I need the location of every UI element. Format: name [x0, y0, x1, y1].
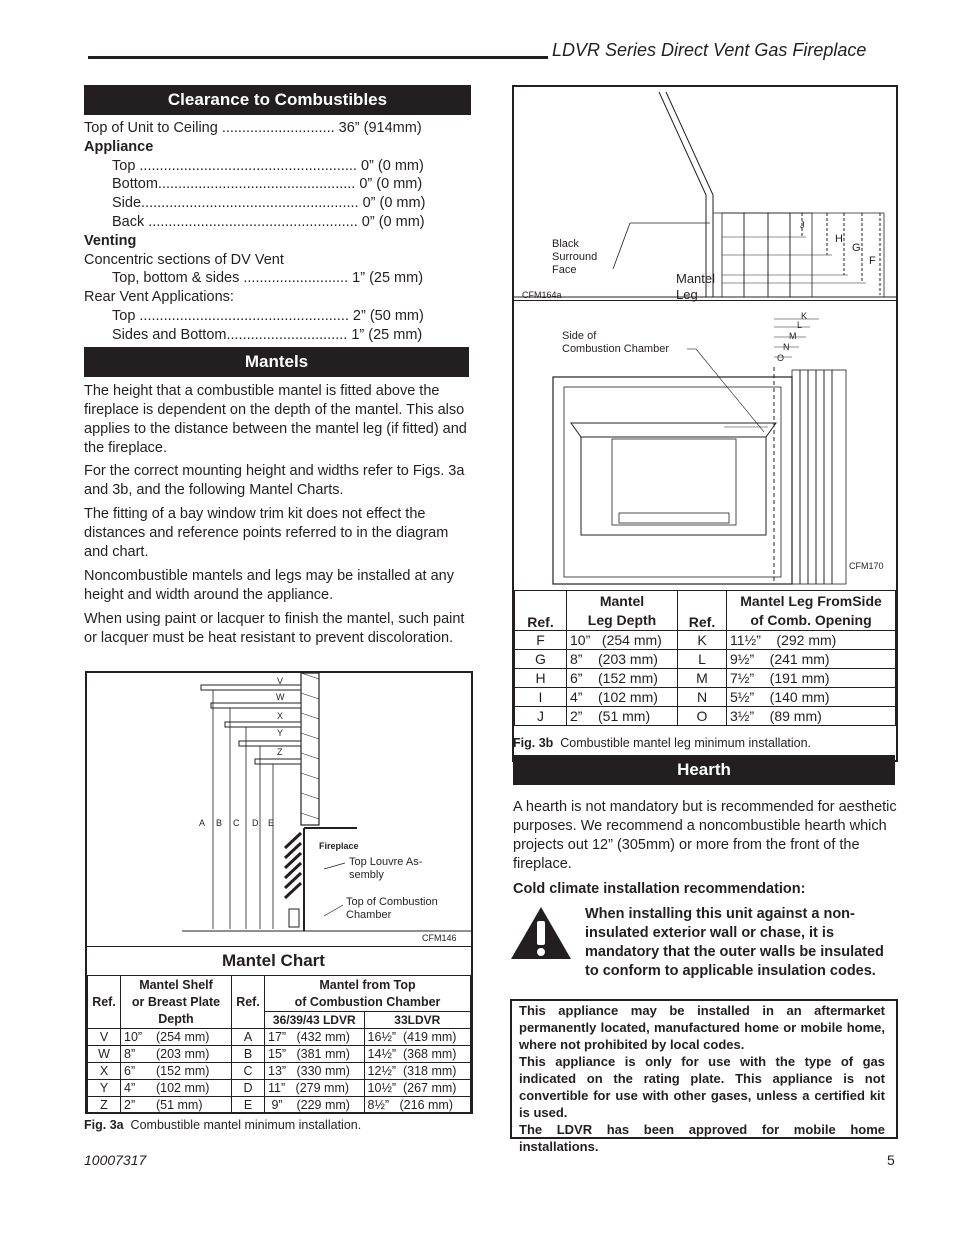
leg-header-ref2: Ref.	[678, 591, 727, 631]
mantel-chart-cell-ref: W	[88, 1046, 121, 1063]
clearance-line: Top of Unit to Ceiling ............................ 36” (914mm)	[84, 120, 422, 136]
fig3a-code: CFM146	[422, 933, 457, 943]
chart-subheader-2: 33LDVR	[364, 1012, 470, 1029]
clearance-heading: Clearance to Combustibles	[84, 85, 471, 115]
fig3b-label-n: N	[783, 342, 790, 352]
mantel-chart-table	[87, 975, 471, 1114]
fig3b-label-k: K	[801, 311, 808, 321]
mantel-chart-row	[88, 1029, 471, 1046]
cold-climate-heading: Cold climate installation recommendation:	[513, 881, 806, 897]
chart-subheader-1: 36/39/43 LDVR	[265, 1012, 365, 1029]
clearance-line: Bottom................................................. 0” (0 mm)	[112, 176, 423, 193]
clearance-line: Venting	[84, 232, 137, 249]
chart-header-ref: Ref.	[88, 976, 121, 1029]
cold-climate-warning: When installing this unit against a non-insulated exterior wall or chase, it is mandatory that the outer walls be insulated to conform to applicable insulation codes.	[585, 906, 884, 979]
fig3a-label-d: D	[252, 818, 259, 828]
doc-number: 10007317	[84, 1152, 147, 1168]
fig3b-caption-text: Combustible mantel leg minimum installation.	[560, 736, 812, 750]
mantel-chart-cell-ref2: E	[232, 1097, 265, 1114]
chart-header-ref2: Ref.	[232, 976, 265, 1029]
fig3a-divider	[87, 946, 471, 947]
notice-text	[519, 1002, 885, 1155]
notice-approved: The LDVR has been approved for mobile home installations.	[519, 1122, 885, 1154]
fig3b-code-1: CFM164a	[522, 290, 562, 300]
fig3a-label-b: B	[216, 818, 223, 828]
fig3a-label-y: Y	[277, 728, 284, 738]
chart-header-shelf: Mantel Shelf or Breast Plate Depth	[121, 976, 232, 1029]
warning-triangle-icon	[509, 905, 573, 961]
mantel-leg-cell-ref: G	[515, 650, 567, 669]
fig3a-label-e: E	[268, 818, 275, 828]
mantel-chart-cell-v1: 15” (381 mm)	[265, 1046, 365, 1063]
mantel-chart-cell-v1: 9” (229 mm)	[265, 1097, 365, 1114]
mantel-chart-cell-v2: 14½” (368 mm)	[364, 1046, 470, 1063]
mantel-chart-cell-v1: 13” (330 mm)	[265, 1063, 365, 1080]
fig3a-label-fireplace: Fireplace	[319, 841, 359, 851]
mantels-paragraph-1: The height that a combustible mantel is fitted above the fireplace is dependent on the depth of the mantel. This also applies to the distance between the mantel leg (if fitted) and the fireplace.	[84, 383, 467, 456]
mantel-leg-cell-ref2: K	[678, 631, 727, 650]
fig3b-caption	[513, 736, 811, 750]
mantel-leg-cell-side: 9½” (241 mm)	[727, 650, 896, 669]
hearth-heading: Hearth	[513, 755, 895, 785]
clearance-line: Top, bottom & sides .......................... 1” (25 mm)	[112, 270, 424, 287]
mantel-chart-row	[88, 1097, 471, 1114]
fig3a-label-louvre: Top Louvre As- sembly	[349, 856, 423, 881]
mantel-leg-cell-ref2: O	[678, 707, 727, 726]
mantel-chart-cell-depth: 2” (51 mm)	[121, 1097, 232, 1114]
fig3b-label-h: H	[835, 233, 843, 245]
notice-mobile-home: This appliance may be installed in an aftermarket permanently located, manufactured home or mobile home, where not prohibited by local codes.	[519, 1003, 885, 1052]
fig3b-label-f: F	[869, 255, 876, 267]
mantel-leg-cell-ref: J	[515, 707, 567, 726]
fig3a-caption-text: Combustible mantel minimum installation.	[130, 1118, 362, 1132]
mantels-heading: Mantels	[84, 347, 469, 377]
mantel-leg-cell-depth: 2” (51 mm)	[567, 707, 678, 726]
mantel-chart-row	[88, 1046, 471, 1063]
mantel-chart-cell-ref2: D	[232, 1080, 265, 1097]
mantel-chart-cell-ref: Z	[88, 1097, 121, 1114]
mantel-chart-cell-ref: X	[88, 1063, 121, 1080]
mantel-chart-cell-v1: 11” (279 mm)	[265, 1080, 365, 1097]
mantel-leg-cell-depth: 10” (254 mm)	[567, 631, 678, 650]
leg-header-side: Mantel Leg FromSide of Comb. Opening	[727, 591, 896, 631]
mantel-chart-title: Mantel Chart	[222, 951, 325, 970]
hearth-paragraph: A hearth is not mandatory but is recommended for aesthetic purposes. We recommend a noncombustible hearth which projects out 12” (305mm) or more from the front of the fireplace.	[513, 799, 897, 872]
fig3a-label-w: W	[276, 692, 285, 702]
clearance-line: Appliance	[84, 138, 154, 155]
header-rule	[88, 56, 548, 59]
mantel-chart-cell-depth: 6” (152 mm)	[121, 1063, 232, 1080]
mantel-leg-cell-side: 11½” (292 mm)	[727, 631, 896, 650]
mantel-chart-cell-v2: 10½” (267 mm)	[364, 1080, 470, 1097]
mantel-leg-cell-side: 3½” (89 mm)	[727, 707, 896, 726]
clearance-line: Concentric sections of DV Vent	[84, 251, 284, 268]
mantel-leg-row	[515, 650, 896, 669]
fig3b-label-j: J	[800, 220, 805, 230]
clearance-line: Back .................................................... 0” (0 mm)	[112, 214, 425, 230]
mantels-paragraph-4: Noncombustible mantels and legs may be installed at any height and width around the appliance.	[84, 568, 454, 603]
clearance-line: Top ...................................................... 0” (0 mm)	[112, 157, 424, 174]
page-title: LDVR Series Direct Vent Gas Fireplace	[552, 40, 867, 60]
mantel-chart-cell-ref: V	[88, 1029, 121, 1046]
clearance-line: Sides and Bottom.............................. 1” (25 mm)	[112, 326, 423, 343]
fig3b-code-2: CFM170	[849, 561, 884, 571]
mantel-chart-cell-v2: 16½” (419 mm)	[364, 1029, 470, 1046]
notice-gas-type: This appliance is only for use with the type of gas indicated on the rating plate. This appliance is not convertible for use with other gases, unless a certified kit is used.	[519, 1054, 885, 1120]
mantels-paragraph-2: For the correct mounting height and widths refer to Figs. 3a and 3b, and the following Mantel Charts.	[84, 463, 465, 498]
mantel-chart-row	[88, 1063, 471, 1080]
mantel-chart-cell-v2: 12½” (318 mm)	[364, 1063, 470, 1080]
mantel-chart-cell-depth: 4” (102 mm)	[121, 1080, 232, 1097]
mantel-leg-cell-ref2: N	[678, 688, 727, 707]
mantel-chart-row	[88, 1080, 471, 1097]
fig3b-label-side: Side of Combustion Chamber	[562, 330, 669, 355]
fig3a-label-v: V	[277, 676, 284, 686]
mantels-paragraph-5: When using paint or lacquer to finish the mantel, such paint or lacquer must be heat resistant to prevent discoloration.	[84, 611, 465, 646]
fig3b-label-black-surround: Black Surround Face	[552, 238, 598, 276]
mantel-chart-cell-ref2: A	[232, 1029, 265, 1046]
clearance-line: Rear Vent Applications:	[84, 289, 234, 306]
mantel-chart-cell-ref: Y	[88, 1080, 121, 1097]
mantel-leg-table	[514, 590, 896, 726]
mantel-leg-row	[515, 669, 896, 688]
mantel-leg-cell-depth: 4” (102 mm)	[567, 688, 678, 707]
mantel-leg-cell-ref2: M	[678, 669, 727, 688]
mantel-leg-row	[515, 707, 896, 726]
page-number: 5	[887, 1152, 895, 1168]
mantel-leg-row	[515, 631, 896, 650]
mantels-paragraph-3: The fitting of a bay window trim kit does not effect the distances and reference points referred to in the diagram and chart.	[84, 506, 449, 560]
mantel-chart-cell-ref2: C	[232, 1063, 265, 1080]
mantel-chart-cell-v1: 17” (432 mm)	[265, 1029, 365, 1046]
mantel-leg-cell-depth: 8” (203 mm)	[567, 650, 678, 669]
mantel-leg-cell-ref: F	[515, 631, 567, 650]
mantel-chart-cell-v2: 8½” (216 mm)	[364, 1097, 470, 1114]
leg-header-ref: Ref.	[515, 591, 567, 631]
fig3b-label-l: L	[797, 320, 803, 330]
fig3a-label-c: C	[233, 818, 240, 828]
mantel-leg-cell-side: 5½” (140 mm)	[727, 688, 896, 707]
fig3a-caption-label: Fig. 3a	[84, 1118, 124, 1132]
mantel-leg-row	[515, 688, 896, 707]
mantel-leg-cell-ref: H	[515, 669, 567, 688]
fig3b-label-m: M	[789, 331, 797, 341]
fig3a-label-a: A	[199, 818, 206, 828]
fig3b-label-g: G	[852, 242, 861, 254]
mantel-chart-cell-depth: 8” (203 mm)	[121, 1046, 232, 1063]
fig3b-caption-label: Fig. 3b	[513, 736, 554, 750]
mantel-chart-cell-ref2: B	[232, 1046, 265, 1063]
chart-header-top: Mantel from Top of Combustion Chamber	[265, 976, 471, 1012]
clearance-line: Side...................................................... 0” (0 mm)	[112, 195, 426, 212]
fig3a-label-combustion: Top of Combustion Chamber	[346, 896, 438, 921]
fig3a-label-x: X	[277, 711, 284, 721]
mantel-leg-cell-depth: 6” (152 mm)	[567, 669, 678, 688]
fig3b-label-o: O	[777, 353, 785, 363]
mantel-leg-cell-ref2: L	[678, 650, 727, 669]
fig3a-caption	[84, 1118, 361, 1132]
mantel-leg-cell-side: 7½” (191 mm)	[727, 669, 896, 688]
fig3b-label-mantel-leg: Mantel Leg	[676, 271, 716, 302]
leg-header-depth: Mantel Leg Depth	[567, 591, 678, 631]
fig3a-label-z: Z	[277, 747, 283, 757]
mantel-chart-cell-depth: 10” (254 mm)	[121, 1029, 232, 1046]
mantel-leg-cell-ref: I	[515, 688, 567, 707]
clearance-line: Top .................................................... 2” (50 mm)	[112, 308, 424, 324]
